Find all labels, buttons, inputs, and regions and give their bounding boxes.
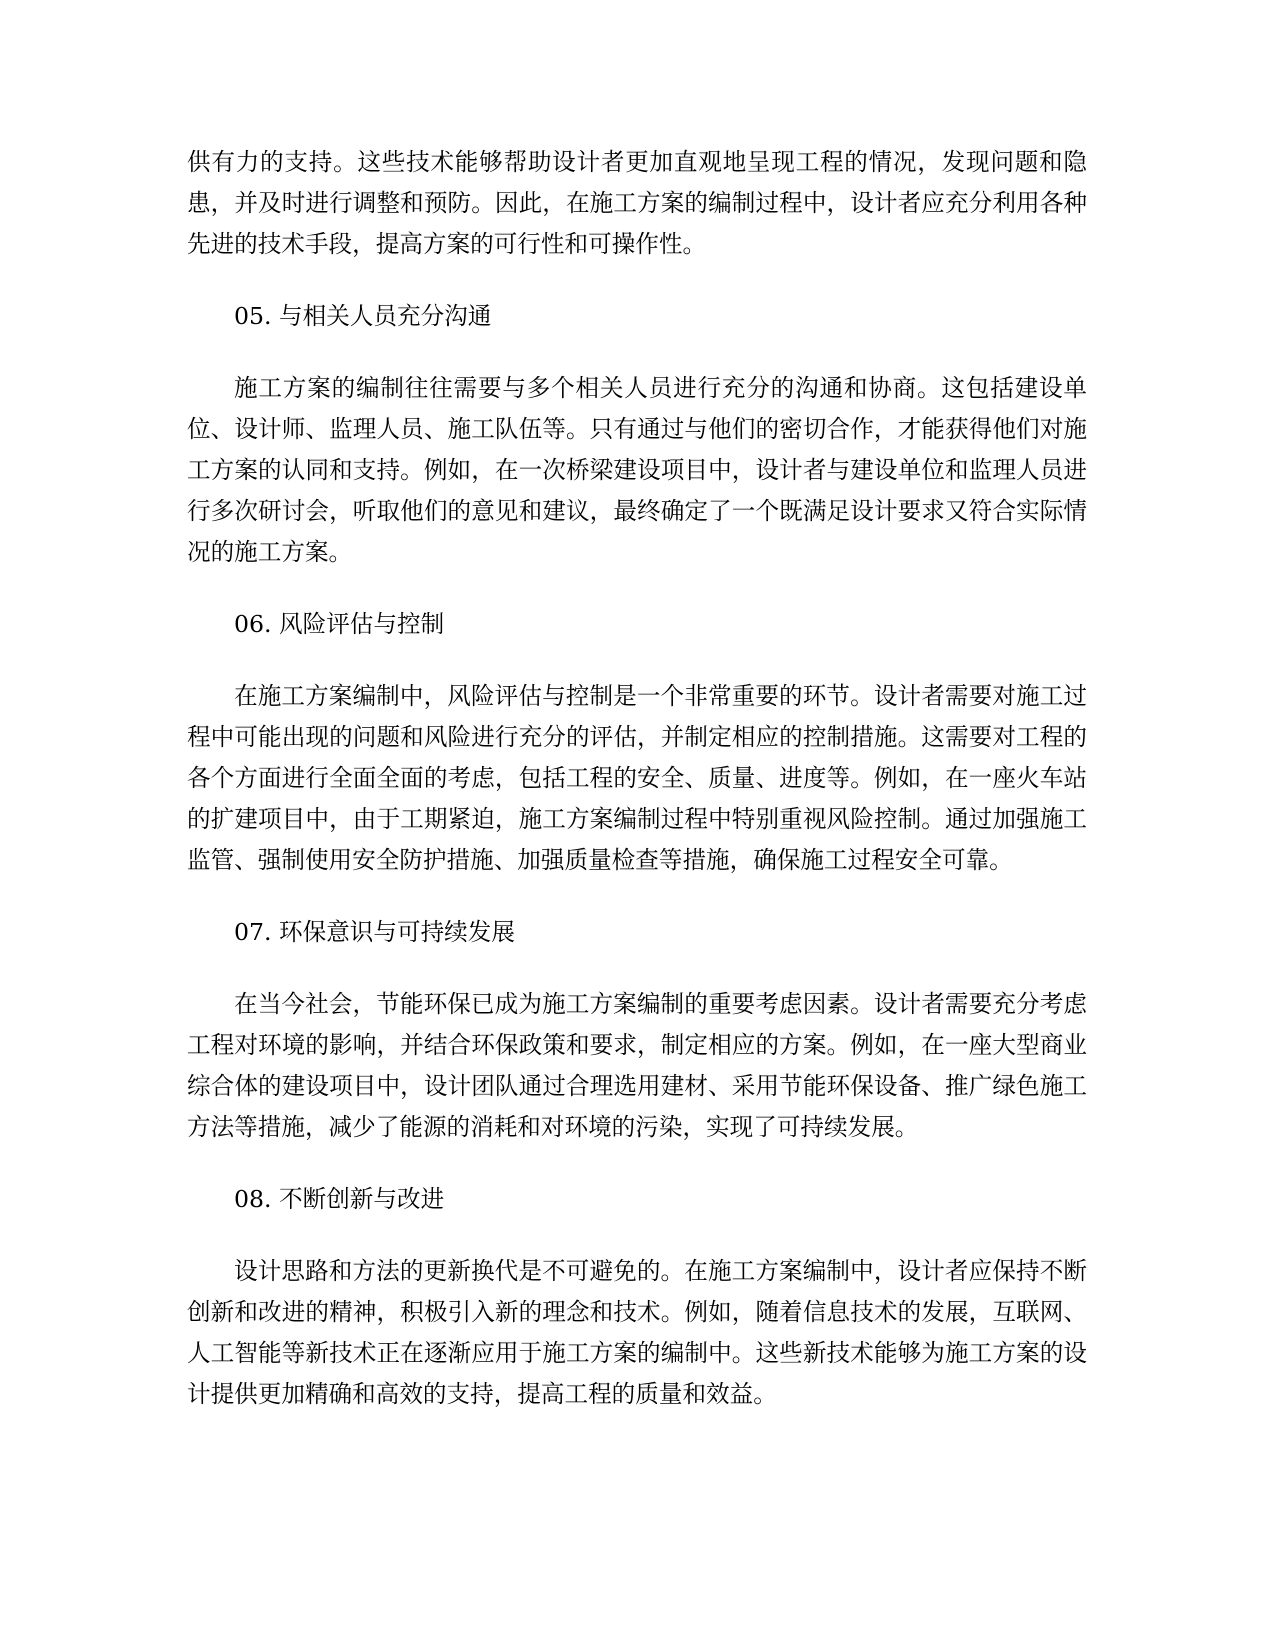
section-heading-07: 07. 环保意识与可持续发展 [234,918,515,946]
paragraph-continued: 供有力的支持。这些技术能够帮助设计者更加直观地呈现工程的情况，发现问题和隐患，并及时进行调整和预防。因此，在施工方案的编制过程中，设计者应充分利用各种先进的技术手段，提高方案的可行性和可操作性。 [187,148,1087,258]
section-heading-08: 08. 不断创新与改进 [234,1185,445,1213]
paragraph-communication: 施工方案的编制往往需要与多个相关人员进行充分的沟通和协商。这包括建设单位、设计师、监理人员、施工队伍等。只有通过与他们的密切合作，才能获得他们对施工方案的认同和支持。例如，在一次桥梁建设项目中，设计者与建设单位和监理人员进行多次研讨会，听取他们的意见和建议，最终确定了一个既满足设计要求又符合实际情况的施工方案。 [187,374,1087,566]
section-heading-06: 06. 风险评估与控制 [234,610,445,638]
paragraph-risk-control: 在施工方案编制中，风险评估与控制是一个非常重要的环节。设计者需要对施工过程中可能出现的问题和风险进行充分的评估，并制定相应的控制措施。这需要对工程的各个方面进行全面全面的考虑，包括工程的安全、质量、进度等。例如，在一座火车站的扩建项目中，由于工期紧迫，施工方案编制过程中特别重视风险控制。通过加强施工监管、强制使用安全防护措施、加强质量检查等措施，确保施工过程安全可靠。 [187,682,1087,874]
section-heading-05: 05. 与相关人员充分沟通 [234,302,492,330]
paragraph-environment: 在当今社会，节能环保已成为施工方案编制的重要考虑因素。设计者需要充分考虑工程对环境的影响，并结合环保政策和要求，制定相应的方案。例如，在一座大型商业综合体的建设项目中，设计团队通过合理选用建材、采用节能环保设备、推广绿色施工方法等措施，减少了能源的消耗和对环境的污染，实现了可持续发展。 [187,990,1087,1141]
paragraph-innovation: 设计思路和方法的更新换代是不可避免的。在施工方案编制中，设计者应保持不断创新和改进的精神，积极引入新的理念和技术。例如，随着信息技术的发展，互联网、人工智能等新技术正在逐渐应用于施工方案的编制中。这些新技术能够为施工方案的设计提供更加精确和高效的支持，提高工程的质量和效益。 [187,1257,1087,1408]
document-body [187,142,1087,1415]
